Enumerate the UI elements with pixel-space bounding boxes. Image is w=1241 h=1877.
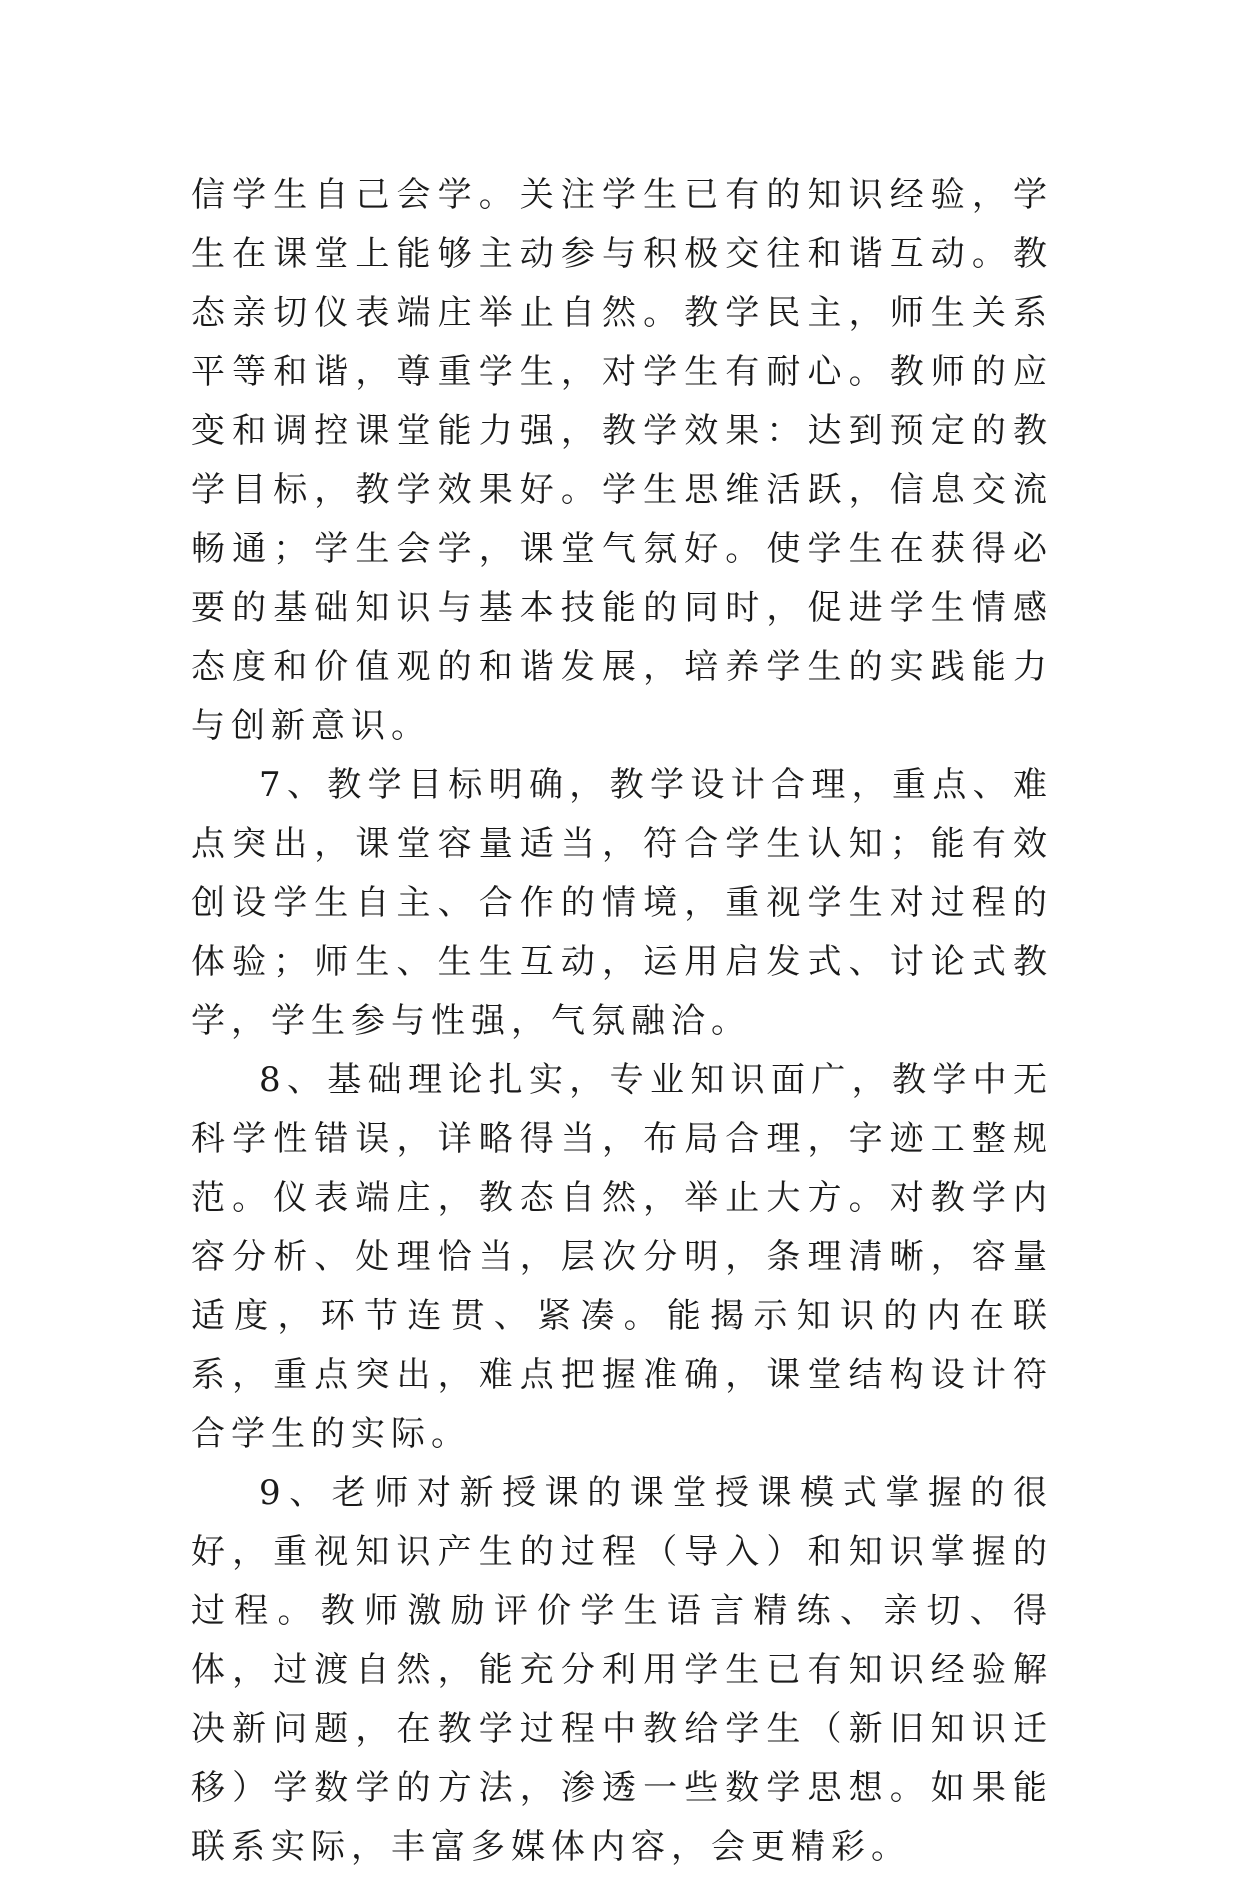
paragraph-continuation: 信学生自己会学。关注学生已有的知识经验，学生在课堂上能够主动参与积极交往和谐互动。教态亲切仪表端庄举止自然。教学民主，师生关系平等和谐，尊重学生，对学生有耐心。教师的应变和调控课堂能力强，教学效果：达到预定的教学目标，教学效果好。学生思维活跃，信息交流畅通；学生会学，课堂气氛好。使学生在获得必要的基础知识与基本技能的同时，促进学生情感态度和价值观的和谐发展，培养学生的实践能力与创新意识。 (191, 175, 1053, 746)
paragraph-item-7: 7、教学目标明确，教学设计合理，重点、难点突出，课堂容量适当，符合学生认知；能有效创设学生自主、合作的情境，重视学生对过程的体验；师生、生生互动，运用启发式、讨论式教学，学生参与性强，气氛融洽。 (191, 765, 1053, 1041)
paragraph-item-8: 8、基础理论扎实，专业知识面广，教学中无科学性错误，详略得当，布局合理，字迹工整规范。仪表端庄，教态自然，举止大方。对教学内容分析、处理恰当，层次分明，条理清晰，容量适度，环节连贯、紧凑。能揭示知识的内在联系，重点突出，难点把握准确，课堂结构设计符合学生的实际。 (191, 1060, 1053, 1454)
document-page (191, 166, 1053, 1877)
paragraph-item-9: 9、老师对新授课的课堂授课模式掌握的很好，重视知识产生的过程（导入）和知识掌握的过程。教师激励评价学生语言精练、亲切、得体，过渡自然，能充分利用学生已有知识经验解决新问题，在教学过程中教给学生（新旧知识迁移）学数学的方法，渗透一些数学思想。如果能联系实际，丰富多媒体内容，会更精彩。 (191, 1473, 1053, 1867)
